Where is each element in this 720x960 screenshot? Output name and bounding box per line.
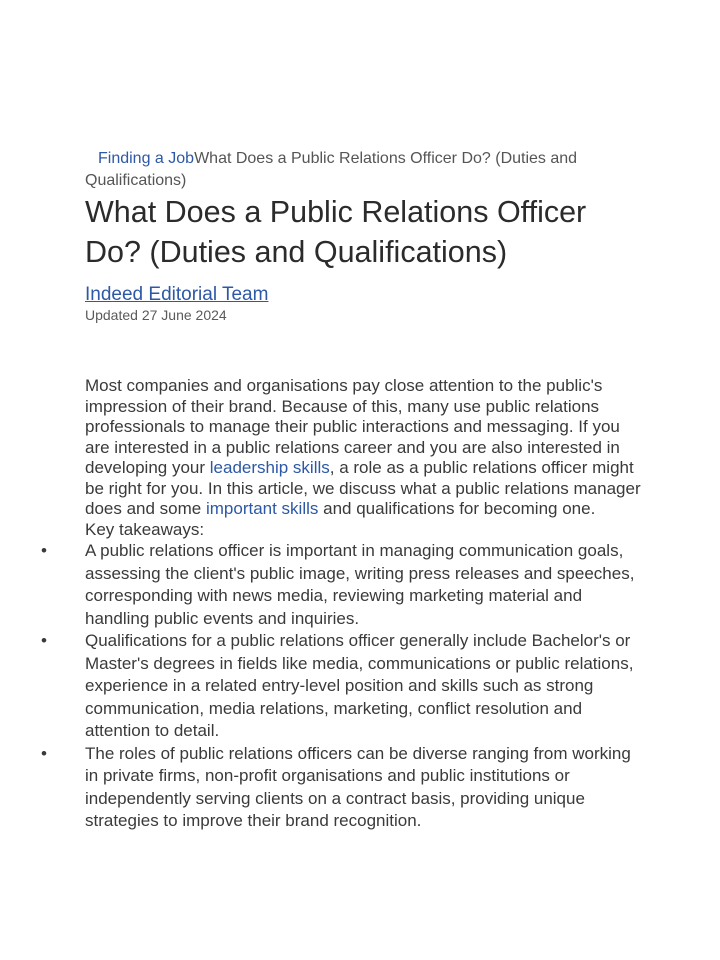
key-takeaways-heading: Key takeaways: <box>85 519 205 539</box>
author-link[interactable]: Indeed Editorial Team <box>85 284 269 305</box>
intro-text: , a role as a public relations officer might be right for you. In this article, we discuss what a public relations manager does and some <box>85 458 641 518</box>
breadcrumb-link-finding-a-job[interactable]: Finding a Job <box>98 150 195 167</box>
intro-text: Most companies and organisations pay close attention to the public's impression of their brand. Because of this, many use public relations professionals to manage their public interactions and messaging. If you are interested in a public relations career and you are also interested in developing your <box>85 376 620 477</box>
bullet-icon: • <box>41 631 47 650</box>
intro-paragraph <box>85 376 645 520</box>
bullet-icon: • <box>41 743 47 763</box>
article <box>41 148 645 833</box>
list-item <box>41 630 645 743</box>
list-item <box>41 743 645 833</box>
leadership-skills-link[interactable]: leadership skills <box>209 458 330 477</box>
updated-date: Updated 27 June 2024 <box>85 307 227 323</box>
list-item-text: A public relations officer is important in managing communication goals, assessing the client's public image, writing press releases and speeches, corresponding with news media, reviewing marketing material and handling public events and inquiries. <box>85 541 635 628</box>
breadcrumb <box>85 148 645 192</box>
bullet-icon: • <box>41 541 47 560</box>
list-item-text: Qualifications for a public relations officer generally include Bachelor's or Master's degrees in fields like media, communications or public relations, experience in a related entry-level position and skills such as strong communication, media relations, marketing, conflict resolution and attention to detail. <box>85 631 634 740</box>
list-item-text: The roles of public relations officers can be diverse ranging from working in private firms, non-profit organisations and public institutions or independently serving clients on a contract basis, providing unique strategies to improve their brand recognition. <box>85 743 631 830</box>
intro-text: and qualifications for becoming one. <box>318 499 596 518</box>
important-skills-link[interactable]: important skills <box>205 499 319 518</box>
page-title: What Does a Public Relations Officer Do? (Duties and Qualifications) <box>85 195 587 269</box>
breadcrumb-current: What Does a Public Relations Officer Do? (Duties and Qualifications) <box>85 150 578 189</box>
list-item <box>41 540 645 630</box>
key-takeaways-list <box>41 540 645 833</box>
